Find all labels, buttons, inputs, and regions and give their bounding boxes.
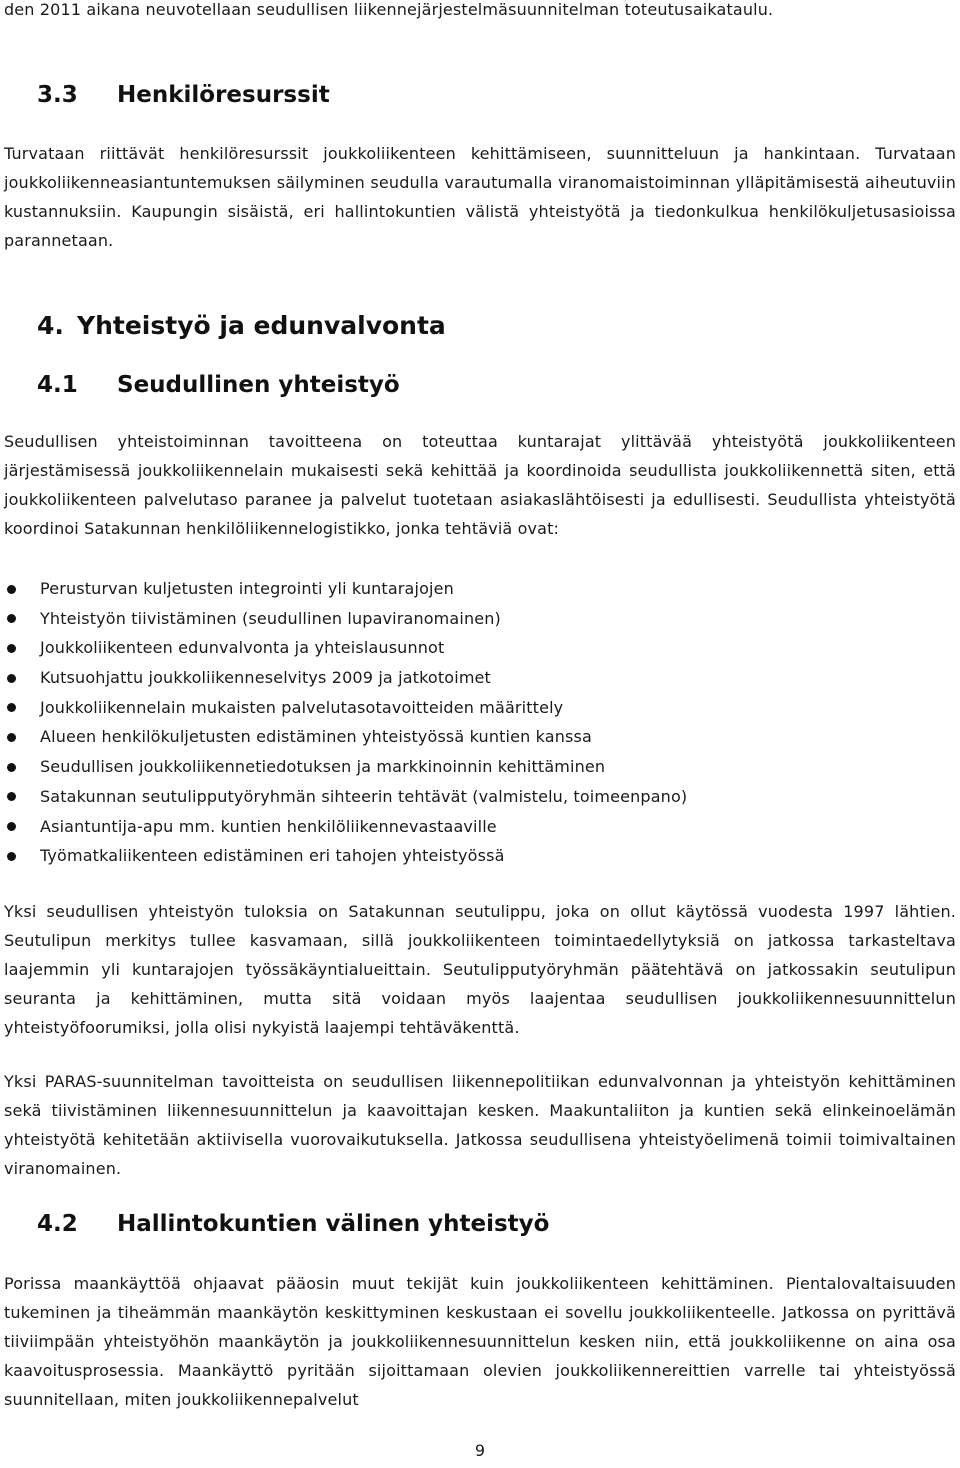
bullet-icon bbox=[7, 792, 16, 801]
bullet-icon bbox=[7, 763, 16, 772]
list-item: Kutsuohjattu joukkoliikenneselvitys 2009 ja jatkotoimet bbox=[4, 663, 904, 693]
paragraph-paras: Yksi PARAS-suunnitelman tavoitteista on seudullisen liikennepolitiikan edunvalvonnan ja yhteistyön kehittäminen sekä tiivistäminen liikennesuunnittelun ja kaavoittajan kesken. Maakuntaliiton ja kuntien sekä elinkeinoelämän yhteistyötä kehitetään aktiivisella vuorovaikutuksella. Jatkossa seudullisena yhteistyöelimenä toimii toimivaltainen viranomainen. bbox=[4, 1072, 956, 1178]
section-title: Yhteistyö ja edunvalvonta bbox=[77, 311, 446, 340]
list-item: Satakunnan seutulipputyöryhmän sihteerin tehtävät (valmistelu, toimeenpano) bbox=[4, 782, 904, 812]
list-item: Asiantuntija-apu mm. kuntien henkilöliikennevastaaville bbox=[4, 812, 904, 842]
bullet-icon bbox=[7, 674, 16, 683]
bullet-icon bbox=[7, 703, 16, 712]
bullet-icon bbox=[7, 644, 16, 653]
bullet-icon bbox=[7, 822, 16, 831]
bullet-icon bbox=[7, 733, 16, 742]
top-paragraph: den 2011 aikana neuvotellaan seudullisen liikennejärjestelmäsuunnitelman toteutusaikataulu. bbox=[4, 0, 774, 19]
section-number: 4.2 bbox=[37, 1211, 78, 1237]
section-heading-4-1 bbox=[37, 372, 400, 398]
section-heading-3-3 bbox=[37, 82, 330, 108]
section-number: 3.3 bbox=[37, 82, 78, 108]
bullet-icon bbox=[7, 585, 16, 594]
bullet-icon bbox=[7, 852, 16, 861]
list-item: Seudullisen joukkoliikennetiedotuksen ja markkinoinnin kehittäminen bbox=[4, 752, 904, 782]
section-title: Seudullinen yhteistyö bbox=[117, 372, 400, 398]
paragraph-4-1: Seudullisen yhteistoiminnan tavoitteena on toteuttaa kuntarajat ylittävää yhteistyötä joukkoliikenteen järjestämisessä joukkoliikennelain mukaisesti sekä kehittää ja koordinoida seudullista joukkoliikennettä siten, että joukkoliikenteen palvelutaso paranee ja palvelut tuotetaan asiakaslähtöisesti ja edullisesti. Seudullista yhteistyötä koordinoi Satakunnan henkilöliikennelogistikko, jonka tehtäviä ovat: bbox=[4, 432, 956, 538]
list-item: Työmatkaliikenteen edistäminen eri tahojen yhteistyössä bbox=[4, 841, 904, 871]
section-title: Hallintokuntien välinen yhteistyö bbox=[117, 1211, 550, 1237]
page-number: 9 bbox=[474, 1441, 486, 1460]
list-item: Joukkoliikenteen edunvalvonta ja yhteislausunnot bbox=[4, 633, 904, 663]
paragraph-3-3: Turvataan riittävät henkilöresurssit joukkoliikenteen kehittämiseen, suunnitteluun ja hankintaan. Turvataan joukkoliikenneasiantuntemuksen säilyminen seudulla varautumalla viranomaistoiminnan ylläpitämisestä aiheutuviin kustannuksiin. Kaupungin sisäistä, eri hallintokuntien välistä yhteistyötä ja tiedonkulkua henkilökuljetusasioissa parannetaan. bbox=[4, 144, 956, 250]
list-item: Perusturvan kuljetusten integrointi yli kuntarajojen bbox=[4, 574, 904, 604]
duties-list bbox=[4, 574, 904, 871]
list-item: Yhteistyön tiivistäminen (seudullinen lupaviranomainen) bbox=[4, 604, 904, 634]
bullet-icon bbox=[7, 614, 16, 623]
section-heading-4-2 bbox=[37, 1211, 550, 1237]
section-title: Henkilöresurssit bbox=[117, 82, 330, 108]
paragraph-seutulippu: Yksi seudullisen yhteistyön tuloksia on Satakunnan seutulippu, joka on ollut käytössä vuodesta 1997 lähtien. Seutulipun merkitys tullee kasvamaan, sillä joukkoliikenteen toimintaedellytyksiä on jatkossa tarkasteltava laajemmin yli kuntarajojen työssäkäyntialueittain. Seutulipputyöryhmän päätehtävä on jatkossakin seutulipun seuranta ja kehittäminen, mutta sitä voidaan myös laajentaa seudullisen joukkoliikennesuunnittelun yhteistyöfoorumiksi, jolla olisi nykyistä laajempi tehtäväkenttä. bbox=[4, 902, 956, 1037]
section-number: 4. bbox=[37, 311, 64, 340]
list-item: Joukkoliikennelain mukaisten palvelutasotavoitteiden määrittely bbox=[4, 693, 904, 723]
section-number: 4.1 bbox=[37, 372, 78, 398]
paragraph-4-2: Porissa maankäyttöä ohjaavat pääosin muut tekijät kuin joukkoliikenteen kehittäminen. Pientalovaltaisuuden tukeminen ja tiheämmän maankäytön keskittyminen keskustaan ei sovellu joukkoliikenteelle. Jatkossa on pyrittävä tiiviimpään yhteistyöhön maankäytön ja joukkoliikennesuunnittelun kesken niin, että joukkoliikenne on aina osa kaavoitusprosessia. Maankäyttö pyritään sijoittamaan olevien joukkoliikennereittien varrelle tai yhteistyössä suunnitellaan, miten joukkoliikennepalvelut bbox=[4, 1274, 956, 1409]
list-item: Alueen henkilökuljetusten edistäminen yhteistyössä kuntien kanssa bbox=[4, 722, 904, 752]
section-heading-4 bbox=[37, 311, 446, 340]
